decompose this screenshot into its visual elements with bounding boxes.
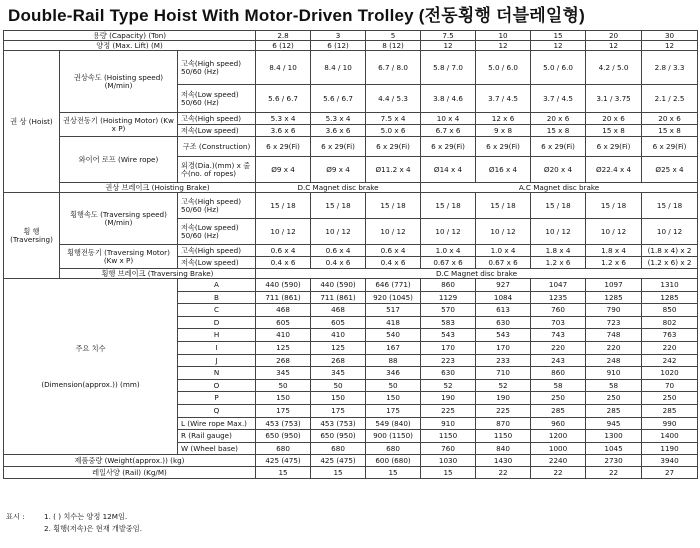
dimension-key: C xyxy=(178,304,256,317)
dimension-key: D xyxy=(178,316,256,329)
motor-high-label: 고속(High speed) xyxy=(178,113,256,125)
value-cell: 2730 xyxy=(586,455,642,467)
value-cell: 15 / 18 xyxy=(642,193,698,219)
value-cell: 50 xyxy=(366,379,421,392)
value-cell: 425 (475) xyxy=(256,455,311,467)
value-cell: 285 xyxy=(586,404,642,417)
value-cell: 1150 xyxy=(476,430,531,443)
rope-construction-row xyxy=(4,137,698,157)
value-cell: 1.0 x 4 xyxy=(476,245,531,257)
value-cell: 15 x 8 xyxy=(531,125,586,137)
value-cell: 850 xyxy=(642,304,698,317)
dimension-key: B xyxy=(178,291,256,304)
value-cell: 8.4 / 10 xyxy=(256,51,311,85)
value-cell: 4.4 / 5.3 xyxy=(366,85,421,113)
value-cell: 760 xyxy=(531,304,586,317)
value-cell: 1097 xyxy=(586,279,642,292)
hoist-brake-row xyxy=(4,183,698,193)
value-cell: 440 (590) xyxy=(256,279,311,292)
value-cell: 0.6 x 4 xyxy=(311,245,366,257)
speed-low-label: 저속(Low speed) 50/60 (Hz) xyxy=(178,85,256,113)
value-cell: 1150 xyxy=(421,430,476,443)
value-cell: 763 xyxy=(642,329,698,342)
value-cell: 0.4 x 6 xyxy=(366,257,421,269)
value-cell: 170 xyxy=(476,341,531,354)
value-cell: 703 xyxy=(531,316,586,329)
value-cell: 6 x 29(Fi) xyxy=(366,137,421,157)
value-cell: 22 xyxy=(476,467,531,479)
value-cell: 860 xyxy=(531,367,586,380)
value-cell: 3.6 x 6 xyxy=(256,125,311,137)
value-cell: 15 xyxy=(366,467,421,479)
value-cell: 0.67 x 6 xyxy=(421,257,476,269)
value-cell: 425 (475) xyxy=(311,455,366,467)
value-cell: 58 xyxy=(586,379,642,392)
value-cell: 15 xyxy=(531,31,586,41)
value-cell: 285 xyxy=(531,404,586,417)
value-cell: 125 xyxy=(311,341,366,354)
value-cell: 0.67 x 6 xyxy=(476,257,531,269)
value-cell: 945 xyxy=(586,417,642,430)
value-cell: 1200 xyxy=(531,430,586,443)
motor-low-label: 저속(Low speed) xyxy=(178,125,256,137)
value-cell: 1020 xyxy=(642,367,698,380)
value-cell: 15 / 18 xyxy=(421,193,476,219)
value-cell: 410 xyxy=(256,329,311,342)
trav-motor-high-label: 고속(High speed) xyxy=(178,245,256,257)
value-cell: 233 xyxy=(476,354,531,367)
value-cell: Ø9 x 4 xyxy=(311,157,366,183)
brake-dc-value: D.C Magnet disc brake xyxy=(256,183,421,193)
value-cell: 10 / 12 xyxy=(421,219,476,245)
value-cell: 50 xyxy=(311,379,366,392)
value-cell: 613 xyxy=(476,304,531,317)
value-cell: 248 xyxy=(586,354,642,367)
value-cell: 6 x 29(Fi) xyxy=(531,137,586,157)
value-cell: 5.0 x 6 xyxy=(366,125,421,137)
value-cell: 268 xyxy=(311,354,366,367)
value-cell: Ø25 x 4 xyxy=(642,157,698,183)
value-cell: 150 xyxy=(256,392,311,405)
value-cell: 710 xyxy=(476,367,531,380)
value-cell: 910 xyxy=(421,417,476,430)
value-cell: 1.2 x 6 xyxy=(531,257,586,269)
value-cell: 125 xyxy=(256,341,311,354)
value-cell: 170 xyxy=(421,341,476,354)
capacity-label: 용량 (Capacity) (Ton) xyxy=(4,31,256,41)
value-cell: (1.2 x 6) x 2 xyxy=(642,257,698,269)
value-cell: 20 x 6 xyxy=(531,113,586,125)
value-cell: 0.4 x 6 xyxy=(311,257,366,269)
value-cell: 30 xyxy=(642,31,698,41)
trav-motor-low-label: 저속(Low speed) xyxy=(178,257,256,269)
value-cell: 2240 xyxy=(531,455,586,467)
value-cell: 1190 xyxy=(642,442,698,455)
value-cell: 175 xyxy=(311,404,366,417)
hoist-motor-high-row xyxy=(4,113,698,125)
value-cell: 8 (12) xyxy=(366,41,421,51)
value-cell: 243 xyxy=(531,354,586,367)
value-cell: Ø11.2 x 4 xyxy=(366,157,421,183)
value-cell: 6 x 29(Fi) xyxy=(256,137,311,157)
value-cell: 1310 xyxy=(642,279,698,292)
value-cell: 10 x 4 xyxy=(421,113,476,125)
value-cell: 630 xyxy=(421,367,476,380)
value-cell: 743 xyxy=(531,329,586,342)
dimension-key: N xyxy=(178,367,256,380)
traversing-motor-label: 횡행전동기 (Traversing Motor) (Kw x P) xyxy=(60,245,178,269)
value-cell: 7.5 xyxy=(421,31,476,41)
value-cell: 605 xyxy=(256,316,311,329)
trav-brake-row xyxy=(4,269,698,279)
value-cell: 220 xyxy=(642,341,698,354)
value-cell: 760 xyxy=(421,442,476,455)
value-cell: 0.4 x 6 xyxy=(256,257,311,269)
brake-ac-value: A.C Magnet disc brake xyxy=(421,183,698,193)
value-cell: 711 (861) xyxy=(256,291,311,304)
value-cell: 6 (12) xyxy=(256,41,311,51)
wire-rope-label: 와이어 로프 (Wire rope) xyxy=(60,137,178,183)
value-cell: 6 x 29(Fi) xyxy=(476,137,531,157)
value-cell: 1.2 x 6 xyxy=(586,257,642,269)
value-cell: 3.6 x 6 xyxy=(311,125,366,137)
value-cell: 1.0 x 4 xyxy=(421,245,476,257)
value-cell: 6 x 29(Fi) xyxy=(642,137,698,157)
notes-label: 표시 : xyxy=(6,512,25,521)
value-cell: 12 xyxy=(586,41,642,51)
value-cell: 410 xyxy=(311,329,366,342)
value-cell: 2.8 / 3.3 xyxy=(642,51,698,85)
value-cell: 1000 xyxy=(531,442,586,455)
value-cell: 3940 xyxy=(642,455,698,467)
value-cell: 927 xyxy=(476,279,531,292)
value-cell: 52 xyxy=(421,379,476,392)
value-cell: 802 xyxy=(642,316,698,329)
dimension-label-en: (Dimension(approx.)) (mm) xyxy=(41,379,140,389)
value-cell: Ø20 x 4 xyxy=(531,157,586,183)
value-cell: 5.0 / 6.0 xyxy=(531,51,586,85)
value-cell: Ø16 x 4 xyxy=(476,157,531,183)
value-cell: 5.3 x 4 xyxy=(256,113,311,125)
hoisting-brake-label: 권상 브레이크 (Hoisting Brake) xyxy=(60,183,256,193)
value-cell: 150 xyxy=(366,392,421,405)
dimension-key: H xyxy=(178,329,256,342)
value-cell: 3 xyxy=(311,31,366,41)
trav-speed-high-label: 고속(High speed) 50/60 (Hz) xyxy=(178,193,256,219)
value-cell: 268 xyxy=(256,354,311,367)
value-cell: 630 xyxy=(476,316,531,329)
weight-row xyxy=(4,455,698,467)
hoist-speed-high-row xyxy=(4,51,698,85)
value-cell: 748 xyxy=(586,329,642,342)
value-cell: 10 / 12 xyxy=(531,219,586,245)
value-cell: 583 xyxy=(421,316,476,329)
value-cell: 220 xyxy=(586,341,642,354)
value-cell: 12 xyxy=(642,41,698,51)
max-lift-label: 양정 (Max. Lift) (M) xyxy=(4,41,256,51)
traversing-speed-label: 횡행속도 (Traversing speed) (M/min) xyxy=(60,193,178,245)
value-cell: 6 x 29(Fi) xyxy=(586,137,642,157)
value-cell: 840 xyxy=(476,442,531,455)
value-cell: 6 x 29(Fi) xyxy=(421,137,476,157)
trav-speed-low-label: 저속(Low speed) 50/60 (Hz) xyxy=(178,219,256,245)
value-cell: 543 xyxy=(421,329,476,342)
value-cell: 5.6 / 6.7 xyxy=(311,85,366,113)
value-cell: 50 xyxy=(256,379,311,392)
value-cell: 70 xyxy=(642,379,698,392)
value-cell: 220 xyxy=(531,341,586,354)
value-cell: 1129 xyxy=(421,291,476,304)
value-cell: 1.8 x 4 xyxy=(531,245,586,257)
value-cell: 549 (840) xyxy=(366,417,421,430)
dimension-key: O xyxy=(178,379,256,392)
value-cell: 0.6 x 4 xyxy=(256,245,311,257)
value-cell: 15 xyxy=(256,467,311,479)
value-cell: 52 xyxy=(476,379,531,392)
dimension-group-label xyxy=(4,279,178,455)
value-cell: 175 xyxy=(256,404,311,417)
value-cell: 870 xyxy=(476,417,531,430)
value-cell: 15 xyxy=(311,467,366,479)
value-cell: 543 xyxy=(476,329,531,342)
value-cell: 345 xyxy=(311,367,366,380)
value-cell: 1285 xyxy=(586,291,642,304)
rail-row xyxy=(4,467,698,479)
value-cell: 3.7 / 4.5 xyxy=(531,85,586,113)
page-title: Double-Rail Type Hoist With Motor-Driven Trolley (전동횡행 더블레일형) xyxy=(8,6,585,25)
value-cell: 1.8 x 4 xyxy=(586,245,642,257)
value-cell: 250 xyxy=(642,392,698,405)
value-cell: 6.7 / 8.0 xyxy=(366,51,421,85)
value-cell: 5 xyxy=(366,31,421,41)
value-cell: 3.8 / 4.6 xyxy=(421,85,476,113)
dimension-row xyxy=(4,279,698,292)
hoisting-motor-label: 권상전동기 (Hoisting Motor) (Kw x P) xyxy=(60,113,178,137)
diameter-label: 외경(Dia.)(mm) x 줄수(no. of ropes) xyxy=(178,157,256,183)
value-cell: 88 xyxy=(366,354,421,367)
value-cell: 10 / 12 xyxy=(256,219,311,245)
value-cell: 650 (950) xyxy=(311,430,366,443)
value-cell: 150 xyxy=(311,392,366,405)
value-cell: 15 x 8 xyxy=(586,125,642,137)
value-cell: 3.1 / 3.75 xyxy=(586,85,642,113)
value-cell: 900 (1150) xyxy=(366,430,421,443)
value-cell: 12 xyxy=(476,41,531,51)
value-cell: 4.2 / 5.0 xyxy=(586,51,642,85)
notes xyxy=(6,511,696,535)
value-cell: 1045 xyxy=(586,442,642,455)
value-cell: Ø9 x 4 xyxy=(256,157,311,183)
value-cell: 345 xyxy=(256,367,311,380)
value-cell: 225 xyxy=(421,404,476,417)
value-cell: Ø14 x 4 xyxy=(421,157,476,183)
value-cell: 650 (950) xyxy=(256,430,311,443)
trav-speed-high-row xyxy=(4,193,698,219)
value-cell: 27 xyxy=(642,467,698,479)
value-cell: 680 xyxy=(311,442,366,455)
value-cell: 12 xyxy=(421,41,476,51)
value-cell: 20 x 6 xyxy=(642,113,698,125)
dimension-key: P xyxy=(178,392,256,405)
value-cell: 0.6 x 4 xyxy=(366,245,421,257)
value-cell: 990 xyxy=(642,417,698,430)
value-cell: 15 x 8 xyxy=(642,125,698,137)
traversing-brake-value: D.C Magnet disc brake xyxy=(256,269,698,279)
value-cell: 910 xyxy=(586,367,642,380)
value-cell: 453 (753) xyxy=(256,417,311,430)
note-1: 1. ( ) 치수는 양정 12M임. xyxy=(44,512,128,521)
value-cell: 58 xyxy=(531,379,586,392)
value-cell: 1430 xyxy=(476,455,531,467)
value-cell: 15 / 18 xyxy=(256,193,311,219)
value-cell: 10 / 12 xyxy=(366,219,421,245)
value-cell: 242 xyxy=(642,354,698,367)
value-cell: 8.4 / 10 xyxy=(311,51,366,85)
value-cell: 22 xyxy=(586,467,642,479)
value-cell: 6 (12) xyxy=(311,41,366,51)
value-cell: 1047 xyxy=(531,279,586,292)
dimension-key: J xyxy=(178,354,256,367)
value-cell: 250 xyxy=(586,392,642,405)
weight-label: 제품중량 (Weight(approx.)) (kg) xyxy=(4,455,256,467)
spec-table xyxy=(3,30,698,479)
dimension-key: A xyxy=(178,279,256,292)
value-cell: 15 / 18 xyxy=(476,193,531,219)
dimension-key: L (Wire rope Max.) xyxy=(178,417,256,430)
value-cell: 860 xyxy=(421,279,476,292)
value-cell: 1235 xyxy=(531,291,586,304)
note-2: 2. 횡행(저속)은 현재 개발중임. xyxy=(44,524,142,533)
value-cell: 790 xyxy=(586,304,642,317)
value-cell: 15 / 18 xyxy=(586,193,642,219)
trav-motor-high-row xyxy=(4,245,698,257)
value-cell: 12 xyxy=(531,41,586,51)
value-cell: 190 xyxy=(476,392,531,405)
dimension-key: I xyxy=(178,341,256,354)
value-cell: 15 / 18 xyxy=(531,193,586,219)
dimension-key: W (Wheel base) xyxy=(178,442,256,455)
value-cell: 20 xyxy=(586,31,642,41)
dimension-label-ko: 주요 치수 xyxy=(75,344,106,354)
value-cell: 6.7 x 6 xyxy=(421,125,476,137)
value-cell: 468 xyxy=(256,304,311,317)
value-cell: 7.5 x 4 xyxy=(366,113,421,125)
value-cell: (1.8 x 4) x 2 xyxy=(642,245,698,257)
value-cell: 285 xyxy=(642,404,698,417)
value-cell: 2.8 xyxy=(256,31,311,41)
value-cell: 2.1 / 2.5 xyxy=(642,85,698,113)
value-cell: 5.8 / 7.0 xyxy=(421,51,476,85)
value-cell: 10 / 12 xyxy=(476,219,531,245)
value-cell: 1285 xyxy=(642,291,698,304)
value-cell: 5.6 / 6.7 xyxy=(256,85,311,113)
dimension-key: Q xyxy=(178,404,256,417)
rail-label: 레일사양 (Rail) (Kg/M) xyxy=(4,467,256,479)
value-cell: 3.7 / 4.5 xyxy=(476,85,531,113)
speed-high-label: 고속(High speed) 50/60 (Hz) xyxy=(178,51,256,85)
value-cell: 453 (753) xyxy=(311,417,366,430)
value-cell: 22 xyxy=(531,467,586,479)
value-cell: 418 xyxy=(366,316,421,329)
value-cell: 10 xyxy=(476,31,531,41)
value-cell: 15 / 18 xyxy=(311,193,366,219)
construction-label: 구조 (Construction) xyxy=(178,137,256,157)
value-cell: 12 x 6 xyxy=(476,113,531,125)
traversing-brake-label: 횡행 브레이크 (Traversing Brake) xyxy=(60,269,256,279)
hoist-group-label: 권 상 (Hoist) xyxy=(4,51,60,193)
value-cell: 605 xyxy=(311,316,366,329)
value-cell: 190 xyxy=(421,392,476,405)
value-cell: 20 x 6 xyxy=(586,113,642,125)
value-cell: 680 xyxy=(256,442,311,455)
value-cell: 10 / 12 xyxy=(586,219,642,245)
value-cell: 1300 xyxy=(586,430,642,443)
value-cell: 1400 xyxy=(642,430,698,443)
value-cell: 167 xyxy=(366,341,421,354)
hoisting-speed-label: 권상속도 (Hoisting speed) (M/min) xyxy=(60,51,178,113)
value-cell: 10 / 12 xyxy=(642,219,698,245)
value-cell: 1030 xyxy=(421,455,476,467)
value-cell: 225 xyxy=(476,404,531,417)
value-cell: 15 / 18 xyxy=(366,193,421,219)
value-cell: 600 (680) xyxy=(366,455,421,467)
value-cell: 468 xyxy=(311,304,366,317)
value-cell: Ø22.4 x 4 xyxy=(586,157,642,183)
value-cell: 346 xyxy=(366,367,421,380)
value-cell: 10 / 12 xyxy=(311,219,366,245)
value-cell: 920 (1045) xyxy=(366,291,421,304)
value-cell: 570 xyxy=(421,304,476,317)
value-cell: 1084 xyxy=(476,291,531,304)
value-cell: 440 (590) xyxy=(311,279,366,292)
value-cell: 680 xyxy=(366,442,421,455)
value-cell: 9 x 8 xyxy=(476,125,531,137)
value-cell: 223 xyxy=(421,354,476,367)
value-cell: 5.0 / 6.0 xyxy=(476,51,531,85)
traversing-group-label: 횡 행 (Traversing) xyxy=(4,193,60,279)
value-cell: 960 xyxy=(531,417,586,430)
value-cell: 646 (771) xyxy=(366,279,421,292)
value-cell: 175 xyxy=(366,404,421,417)
value-cell: 5.3 x 4 xyxy=(311,113,366,125)
dimension-key: R (Rail gauge) xyxy=(178,430,256,443)
value-cell: 6 x 29(Fi) xyxy=(311,137,366,157)
max-lift-row xyxy=(4,41,698,51)
value-cell: 250 xyxy=(531,392,586,405)
value-cell: 723 xyxy=(586,316,642,329)
capacity-row xyxy=(4,31,698,41)
value-cell: 517 xyxy=(366,304,421,317)
value-cell: 711 (861) xyxy=(311,291,366,304)
value-cell: 15 xyxy=(421,467,476,479)
value-cell: 540 xyxy=(366,329,421,342)
